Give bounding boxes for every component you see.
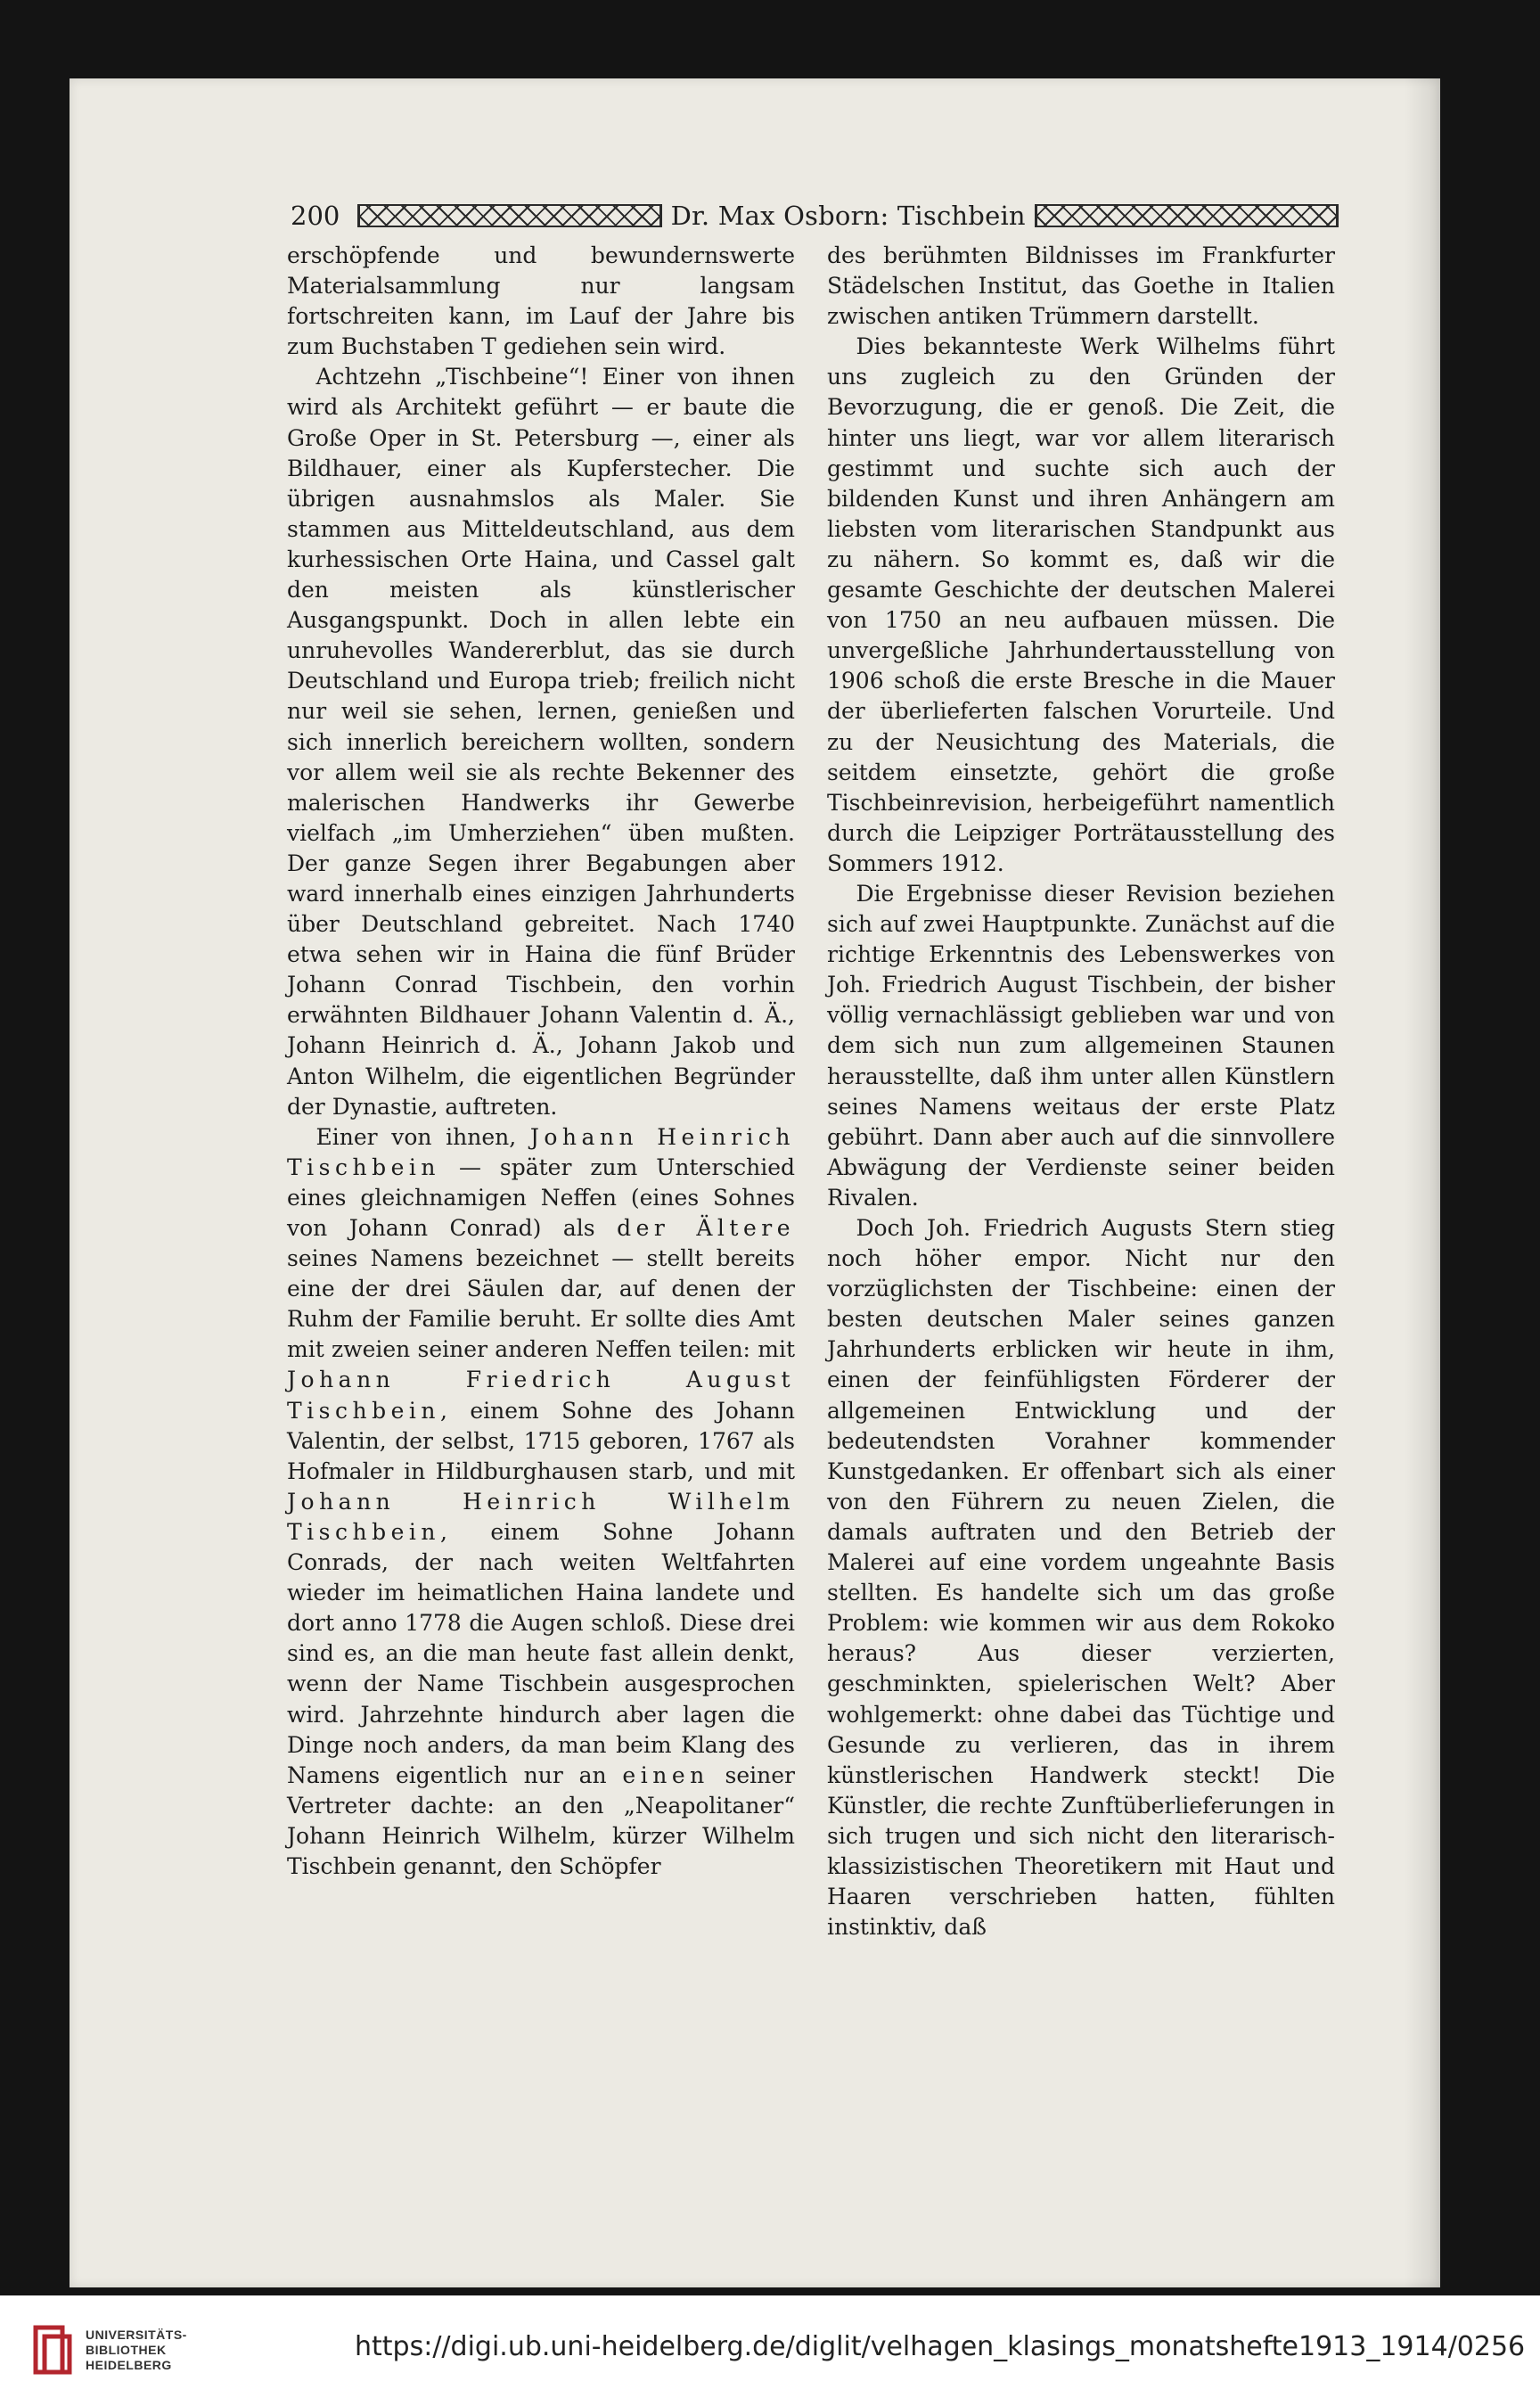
left-column [287, 241, 795, 1882]
running-head [291, 198, 1348, 234]
word-spaced: einen [622, 1761, 709, 1788]
name-spaced: Johann Heinrich Wilhelm Tischbein [287, 1488, 795, 1545]
paragraph: Die Ergebnisse dieser Revision beziehen sich auf zwei Hauptpunkte. Zunächst auf die richtige Erkenntnis des Lebenswerkes von Joh. Friedrich August Tischbein, der bisher völlig vernachlässigt geblieben war und von dem sich nun zum allgemeinen Staunen herausstellte, daß ihm unter allen Künstlern seines Namens weitaus der erste Platz gebührt. Dann aber auch auf die sinnvollere Abwägung der Verdienste seiner beiden Rivalen. [827, 880, 1335, 1211]
running-title: Dr. Max Osborn: Tischbein [670, 201, 1026, 231]
text-run: seiner Vertreter dachte: an den „Neapolitaner“ Johann Heinrich Wilhelm, kürzer Wilhelm Tischbein genannt, den Schöpfer [287, 1761, 795, 1879]
viewer-footer [0, 2295, 1540, 2406]
paragraph [287, 1122, 795, 1882]
library-logo-text [86, 2328, 187, 2373]
header-ornament-left [357, 204, 661, 227]
text-run: — später zum Unterschied eines gleichnamigen Neffen (eines Sohnes von Johann Conrad) als [287, 1154, 795, 1241]
page-number: 200 [291, 201, 340, 231]
name-spaced: Johann Heinrich Tischbein [287, 1123, 795, 1180]
paragraph: des berühmten Bildnisses im Frankfurter Städelschen Institut, das Goethe in Italien zwischen antiken Trümmern darstellt. [827, 242, 1335, 330]
paragraph: erschöpfende und bewundernswerte Materialsammlung nur langsam fortschreiten kann, im Lauf der Jahre bis zum Buchstaben T gediehen sein wird. [287, 242, 795, 360]
name-spaced: der Ältere [617, 1215, 795, 1241]
paragraph: Dies bekannteste Werk Wilhelms führt uns zugleich zu den Gründen der Bevorzugung, die er genoß. Die Zeit, die hinter uns liegt, war vor allem literarisch gestimmt und suchte sich auch der bildenden Kunst und ihren Anhängern am liebsten vom literarischen Standpunkt aus zu nähern. So kommt es, daß wir die gesamte Geschichte der deutschen Malerei von 1750 an neu aufbauen müssen. Die unvergeßliche Jahrhundertausstellung von 1906 schoß die erste Bresche in die Mauer der überlieferten falschen Vorurteile. Und zu der Neusichtung des Materials, die seitdem einsetzte, gehört die große Tischbeinrevision, herbeigeführt namentlich durch die Leipziger Porträtausstellung des Sommers 1912. [827, 333, 1335, 876]
logo-line: HEIDELBERG [86, 2358, 172, 2372]
text-run: , einem Sohne des Johann Valentin, der selbst, 1715 geboren, 1767 als Hofmaler in Hildburghausen starb, und mit [287, 1397, 795, 1484]
right-column [827, 241, 1335, 1942]
logo-line: BIBLIOTHEK [86, 2343, 167, 2357]
paragraph: Doch Joh. Friedrich Augusts Stern stieg noch höher empor. Nicht nur den vorzüglichsten der Tischbeine: einen der besten deutschen Maler seines ganzen Jahrhunderts erblicken wir heute in ihm, einen der feinfühligsten Förderer der allgemeinen Entwicklung und der bedeutendsten Vorahner kommender Kunstgedanken. Er offenbart sich als einer von den Führern zu neuen Zielen, die damals auftraten und den Betrieb der Malerei auf eine vordem ungeahnte Basis stellten. Es handelte sich um das große Problem: wie kommen wir aus dem Rokoko heraus? Aus dieser verzierten, geschminkten, spielerischen Welt? Aber wohlgemerkt: ohne dabei das Tüchtige und Gesunde zu verlieren, das in ihrem künstlerischen Handwerk steckt! Die Künstler, die rechte Zunftüberlieferungen in sich trugen und sich nicht den literarisch-klassizistischen Theoretikern mit Haut und Haaren verschrieben hatten, fühlten instinktiv, daß [827, 1215, 1335, 1941]
text-run: , einem Sohne Johann Conrads, der nach weiten Weltfahrten wieder im heimatlichen Haina landete und dort anno 1778 die Augen schloß. Diese drei sind es, an die man heute fast allein denkt, wenn der Name Tischbein ausgesprochen wird. Jahrzehnte hindurch aber lagen die Dinge noch anders, da man beim Klang des Namens eigentlich nur an [287, 1518, 795, 1788]
paragraph: Achtzehn „Tischbeine“! Einer von ihnen wird als Architekt geführt — er baute die Große Oper in St. Petersburg —, einer als Bildhauer, einer als Kupferstecher. Die übrigen ausnahmslos als Maler. Sie stammen aus Mitteldeutschland, aus dem kurhessischen Orte Haina, und Cassel galt den meisten als künstlerischer Ausgangspunkt. Doch in allen lebte ein unruhevolles Wandererblut, das sie durch Deutschland und Europa trieb; freilich nicht nur weil sie sehen, lernen, genießen und sich innerlich bereichern wollten, sondern vor allem weil sie als rechte Bekenner des malerischen Handwerks ihr Gewerbe vielfach „im Umherziehen“ üben mußten. Der ganze Segen ihrer Begabungen aber ward innerhalb eines einzigen Jahrhunderts über Deutschland gebreitet. Nach 1740 etwa sehen wir in Haina die fünf Brüder Johann Conrad Tischbein, den vorhin erwähnten Bildhauer Johann Valentin d. Ä., Johann Heinrich d. Ä., Johann Jakob und Anton Wilhelm, die eigentlichen Begründer der Dynastie, auftreten. [287, 364, 795, 1120]
logo-line: UNIVERSITÄTS- [86, 2328, 187, 2342]
name-spaced: Johann Friedrich August Tischbein [287, 1367, 795, 1424]
source-url-link[interactable]: https://digi.ub.uni-heidelberg.de/diglit/velhagen_klasings_monatshefte1913_1914/0256 [355, 2331, 1526, 2362]
header-ornament-right [1035, 204, 1339, 227]
text-run: seines Namens bezeichnet — stellt bereits eine der drei Säulen dar, auf denen der Ruhm der Familie beruht. Er sollte dies Amt mit zweien seiner anderen Neffen teilen: mit [287, 1245, 795, 1363]
library-logo-icon [32, 2324, 73, 2376]
text-run: Einer von ihnen, [315, 1123, 530, 1150]
